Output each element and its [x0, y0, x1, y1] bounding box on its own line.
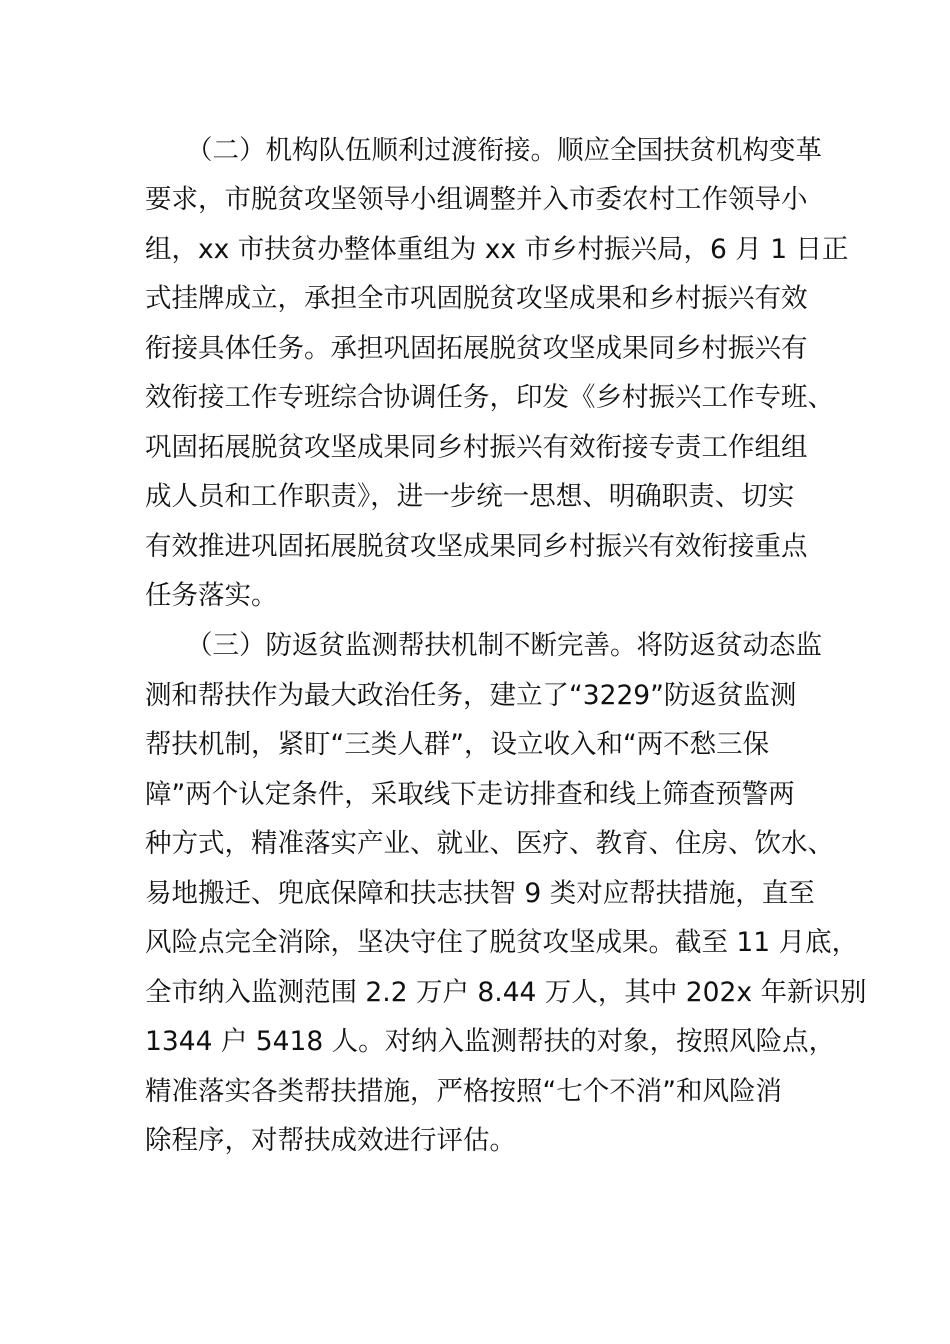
paragraph-3-line-9: 1344 户 5418 人。对纳入监测帮扶的对象，按照风险点，: [145, 1026, 836, 1057]
paragraph-2-line-10: 任务落实。: [145, 580, 278, 611]
paragraph-3-line-4: 障”两个认定条件，采取线下走访排查和线上筛查预警两: [145, 779, 795, 810]
paragraph-3-line-2: 测和帮扶作为最大政治任务，建立了“3229”防返贫监测: [145, 680, 797, 711]
paragraph-3-line-11: 除程序，对帮扶成效进行评估。: [145, 1125, 516, 1156]
paragraph-2-line-5: 衔接具体任务。承担巩固拓展脱贫攻坚成果同乡村振兴有: [145, 333, 808, 364]
paragraph-2-line-1: （二）机构队伍顺利过渡衔接。顺应全国扶贫机构变革: [186, 135, 822, 166]
paragraph-3-line-10: 精准落实各类帮扶措施，严格按照“七个不消”和风险消: [145, 1076, 782, 1107]
paragraph-3-line-3: 帮扶机制，紧盯“三类人群”，设立收入和“两不愁三保: [145, 729, 770, 760]
paragraph-2-line-2: 要求，市脱贫攻坚领导小组调整并入市委农村工作领导小: [145, 184, 808, 215]
paragraph-2-line-7: 巩固拓展脱贫攻坚成果同乡村振兴有效衔接专责工作组组: [145, 432, 808, 463]
paragraph-3-line-7: 风险点完全消除，坚决守住了脱贫攻坚成果。截至 11 月底，: [145, 927, 859, 958]
paragraph-2-line-3: 组，xx 市扶贫办整体重组为 xx 市乡村振兴局，6 月 1 日正: [145, 234, 849, 265]
paragraph-3-line-6: 易地搬迁、兜底保障和扶志扶智 9 类对应帮扶措施，直至: [145, 878, 815, 909]
paragraph-2-line-8: 成人员和工作职责》，进一步统一思想、明确职责、切实: [145, 481, 795, 512]
paragraph-2-line-9: 有效推进巩固拓展脱贫攻坚成果同乡村振兴有效衔接重点: [145, 531, 808, 562]
paragraph-3-line-5: 种方式，精准落实产业、就业、医疗、教育、住房、饮水、: [145, 828, 834, 859]
paragraph-2-line-6: 效衔接工作专班综合协调任务，印发《乡村振兴工作专班、: [145, 382, 834, 413]
paragraph-3-line-8: 全市纳入监测范围 2.2 万户 8.44 万人，其中 202x 年新识别: [145, 977, 867, 1008]
paragraph-3-line-1: （三）防返贫监测帮扶机制不断完善。将防返贫动态监: [186, 630, 822, 661]
paragraph-2-line-4: 式挂牌成立，承担全市巩固脱贫攻坚成果和乡村振兴有效: [145, 283, 808, 314]
